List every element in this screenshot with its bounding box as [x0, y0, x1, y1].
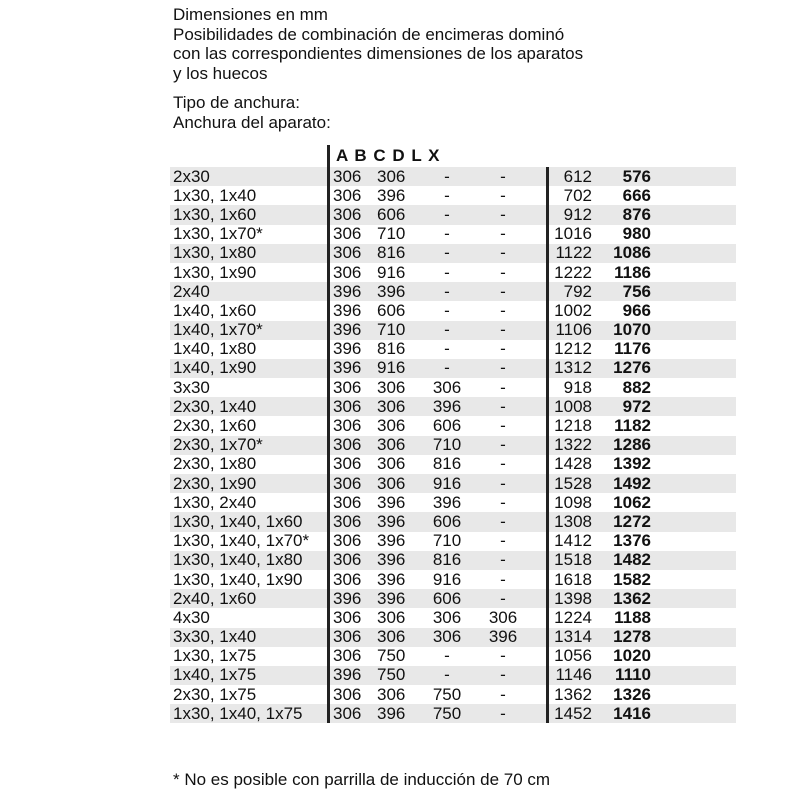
dimension-d-cell: -	[500, 358, 506, 378]
title-units: Dimensiones en mm	[173, 5, 328, 24]
width-type-label: Tipo de anchura:	[173, 93, 300, 112]
dimension-b-cell: 396	[377, 492, 406, 512]
width-type-cell: 1x30, 1x40, 1x90	[173, 569, 303, 589]
dimension-a-cell: 306	[333, 204, 362, 224]
table-row	[170, 186, 736, 205]
width-type-cell: 3x30	[173, 377, 210, 397]
width-type-cell: 2x30, 1x40	[173, 396, 257, 416]
dimension-a-cell: 306	[333, 243, 362, 263]
dimension-b-cell: 396	[377, 531, 406, 551]
table-row	[170, 512, 736, 531]
dimension-l-cell: 1618	[554, 569, 592, 589]
table-row	[170, 301, 736, 320]
dimension-x-cell: 876	[622, 204, 651, 224]
dimension-a-cell: 396	[333, 358, 362, 378]
dimension-c-cell: -	[444, 262, 450, 282]
dimension-c-cell: -	[444, 166, 450, 186]
dimension-c-cell: 396	[432, 492, 462, 512]
dimension-l-cell: 912	[563, 204, 592, 224]
dimension-b-cell: 750	[377, 646, 406, 666]
dimensions-table	[170, 145, 736, 723]
width-type-cell: 1x40, 1x60	[173, 300, 257, 320]
dimension-b-cell: 710	[377, 224, 406, 244]
dimension-x-cell: 1276	[613, 358, 651, 378]
width-type-cell: 1x30, 1x40, 1x80	[173, 550, 303, 570]
description-line-3: y los huecos	[173, 63, 268, 83]
table-row	[170, 378, 736, 397]
dimension-a-cell: 306	[333, 166, 362, 186]
dimension-d-cell: -	[500, 588, 506, 608]
dimension-c-cell: 750	[432, 703, 462, 723]
table-row	[170, 704, 736, 723]
dimension-d-cell: -	[500, 511, 506, 531]
dimension-l-cell: 1002	[554, 300, 592, 320]
dimension-c-cell: 396	[432, 396, 462, 416]
dimension-l-cell: 1398	[554, 588, 592, 608]
dimension-a-cell: 306	[333, 416, 362, 436]
dimension-l-cell: 1452	[554, 703, 592, 723]
dimension-x-cell: 1492	[613, 473, 651, 493]
dimension-a-cell: 396	[333, 300, 362, 320]
dimension-c-cell: 816	[432, 454, 462, 474]
width-type-cell: 1x40, 1x75	[173, 665, 257, 685]
dimension-d-cell: -	[500, 665, 506, 685]
dimension-a-cell: 306	[333, 185, 362, 205]
dimension-a-cell: 306	[333, 377, 362, 397]
dimension-d-cell: -	[500, 281, 506, 301]
width-type-cell: 1x30, 1x40, 1x60	[173, 511, 303, 531]
dimension-x-cell: 966	[622, 300, 651, 320]
dimension-a-cell: 306	[333, 569, 362, 589]
width-type-cell: 1x30, 1x90	[173, 262, 257, 282]
document-header	[173, 5, 583, 132]
dimension-a-cell: 306	[333, 646, 362, 666]
table-row	[170, 589, 736, 608]
dimension-a-cell: 306	[333, 435, 362, 455]
dimension-b-cell: 306	[377, 684, 406, 704]
dimension-x-cell: 666	[622, 185, 651, 205]
dimension-a-cell: 306	[333, 396, 362, 416]
dimension-a-cell: 306	[333, 550, 362, 570]
dimension-l-cell: 1322	[554, 435, 592, 455]
dimension-d-cell: -	[500, 473, 506, 493]
dimension-d-cell: -	[500, 646, 506, 666]
dimension-b-cell: 306	[377, 435, 406, 455]
dimension-x-cell: 1362	[613, 588, 651, 608]
dimension-l-cell: 1222	[554, 262, 592, 282]
dimension-b-cell: 396	[377, 550, 406, 570]
width-type-cell: 2x30	[173, 166, 210, 186]
dimension-c-cell: -	[444, 665, 450, 685]
dimension-b-cell: 396	[377, 185, 406, 205]
width-type-cell: 2x30, 1x90	[173, 473, 257, 493]
dimension-c-cell: -	[444, 204, 450, 224]
dimension-d-cell: -	[500, 435, 506, 455]
width-type-cell: 2x30, 1x75	[173, 684, 257, 704]
dimension-x-cell: 1278	[613, 627, 651, 647]
dimension-d-cell: -	[500, 703, 506, 723]
table-row	[170, 397, 736, 416]
width-type-cell: 1x30, 1x40, 1x75	[173, 703, 303, 723]
description-line-1: Posibilidades de combinación de encimeras dominó	[173, 24, 565, 44]
dimension-b-cell: 396	[377, 281, 406, 301]
dimension-b-cell: 306	[377, 607, 406, 627]
width-type-cell: 2x30, 1x80	[173, 454, 257, 474]
dimension-a-cell: 306	[333, 511, 362, 531]
table-row	[170, 532, 736, 551]
dimension-a-cell: 306	[333, 607, 362, 627]
table-row	[170, 474, 736, 493]
dimension-l-cell: 1528	[554, 473, 592, 493]
dimension-a-cell: 306	[333, 531, 362, 551]
dimension-a-cell: 306	[333, 454, 362, 474]
width-type-cell: 1x40, 1x70*	[173, 320, 263, 340]
dimension-x-cell: 1582	[613, 569, 651, 589]
dimension-l-cell: 1362	[554, 684, 592, 704]
dimension-x-cell: 1182	[614, 416, 651, 436]
table-row	[170, 359, 736, 378]
table-row	[170, 455, 736, 474]
dimension-l-cell: 1146	[555, 665, 592, 685]
dimension-b-cell: 606	[377, 300, 406, 320]
dimension-d-cell: -	[500, 492, 506, 512]
dimension-l-cell: 1518	[554, 550, 592, 570]
dimension-l-cell: 792	[563, 281, 592, 301]
width-type-cell: 2x30, 1x70*	[173, 435, 263, 455]
dimension-c-cell: -	[444, 646, 450, 666]
width-type-cell: 1x30, 1x75	[173, 646, 257, 666]
width-type-cell: 2x30, 1x60	[173, 416, 257, 436]
dimension-x-cell: 1272	[613, 511, 651, 531]
dimension-c-cell: 710	[432, 531, 462, 551]
dimension-d-cell: -	[500, 454, 506, 474]
dimension-b-cell: 816	[377, 339, 406, 359]
dimension-x-cell: 972	[622, 396, 651, 416]
dimension-b-cell: 306	[377, 166, 406, 186]
dimension-c-cell: 306	[432, 627, 462, 647]
description-line-2: con las correspondientes dimensiones de los aparatos	[173, 44, 584, 63]
dimension-c-cell: -	[444, 339, 450, 359]
dimension-l-cell: 1218	[554, 416, 592, 436]
dimension-l-cell: 1106	[555, 320, 592, 340]
dimension-d-cell: -	[500, 243, 506, 263]
dimension-c-cell: 750	[432, 684, 462, 704]
dimension-x-cell: 980	[622, 224, 651, 244]
table-row	[170, 436, 736, 455]
dimension-b-cell: 306	[377, 627, 406, 647]
dimension-b-cell: 396	[377, 588, 406, 608]
dimension-a-cell: 396	[333, 320, 362, 340]
width-type-cell: 1x30, 1x80	[173, 243, 257, 263]
table-row	[170, 608, 736, 627]
dimension-d-cell: -	[500, 224, 506, 244]
dimension-d-cell: -	[500, 339, 506, 359]
dimension-b-cell: 396	[377, 569, 406, 589]
table-row	[170, 493, 736, 512]
footnote: * No es posible con parrilla de inducción de 70 cm	[173, 770, 551, 789]
dimension-l-cell: 1314	[554, 627, 592, 647]
table-row	[170, 282, 736, 301]
dimension-b-cell: 816	[377, 243, 406, 263]
dimension-a-cell: 306	[333, 703, 362, 723]
dimension-a-cell: 306	[333, 684, 362, 704]
dimension-l-cell: 1428	[554, 454, 592, 474]
dimension-x-cell: 1376	[613, 531, 651, 551]
dimension-c-cell: 306	[432, 377, 462, 397]
table-row	[170, 551, 736, 570]
dimension-x-cell: 882	[622, 377, 651, 397]
dimension-l-cell: 702	[563, 185, 592, 205]
dimension-c-cell: 306	[432, 607, 462, 627]
dimension-l-cell: 612	[563, 166, 592, 186]
dimension-d-cell: -	[500, 320, 506, 340]
dimension-l-cell: 1008	[554, 396, 592, 416]
dimension-d-cell: -	[500, 204, 506, 224]
dimension-x-cell: 1286	[613, 435, 651, 455]
dimension-x-cell: 1110	[615, 665, 651, 685]
dimension-a-cell: 396	[333, 281, 362, 301]
dimension-d-cell: -	[500, 185, 506, 205]
dimension-b-cell: 306	[377, 377, 406, 397]
dimension-x-cell: 1482	[613, 550, 651, 570]
dimension-c-cell: -	[444, 224, 450, 244]
table-header-row	[170, 145, 736, 167]
dimension-c-cell: -	[444, 185, 450, 205]
dimension-x-cell: 1186	[614, 262, 651, 282]
dimension-c-cell: 710	[432, 435, 462, 455]
dimension-b-cell: 916	[377, 358, 406, 378]
dimension-l-cell: 1016	[554, 224, 592, 244]
dimension-a-cell: 306	[333, 224, 362, 244]
table-row	[170, 205, 736, 224]
dimension-b-cell: 750	[377, 665, 406, 685]
dimension-c-cell: 816	[432, 550, 462, 570]
dimension-l-cell: 1224	[554, 607, 592, 627]
dimension-c-cell: 916	[432, 569, 462, 589]
dimension-l-cell: 1056	[554, 646, 592, 666]
width-type-cell: 1x30, 2x40	[173, 492, 257, 512]
dimension-x-cell: 1326	[613, 684, 651, 704]
table-row	[170, 416, 736, 435]
dimension-d-cell: -	[500, 569, 506, 589]
dimension-x-cell: 1020	[613, 646, 651, 666]
dimension-l-cell: 1098	[554, 492, 592, 512]
dimension-x-cell: 1392	[613, 454, 651, 474]
dimension-d-cell: -	[500, 166, 506, 186]
dimension-c-cell: 606	[432, 511, 462, 531]
dimension-a-cell: 306	[333, 492, 362, 512]
dimension-d-cell: -	[500, 396, 506, 416]
dimension-d-cell: -	[500, 531, 506, 551]
dimension-c-cell: -	[444, 320, 450, 340]
dimension-x-cell: 1416	[613, 703, 651, 723]
dimension-l-cell: 1412	[554, 531, 592, 551]
dimension-b-cell: 306	[377, 396, 406, 416]
dimension-l-cell: 918	[563, 377, 592, 397]
dimension-b-cell: 916	[377, 262, 406, 282]
table-row	[170, 685, 736, 704]
dimension-b-cell: 396	[377, 511, 406, 531]
dimension-a-cell: 396	[333, 588, 362, 608]
table-row	[170, 167, 736, 186]
dimension-x-cell: 1070	[613, 320, 651, 340]
dimension-d-cell: -	[500, 684, 506, 704]
dimension-x-cell: 1176	[614, 339, 651, 359]
dimension-d-cell: 306	[488, 607, 518, 627]
table-row	[170, 666, 736, 685]
dimension-b-cell: 396	[377, 703, 406, 723]
dimension-x-cell: 756	[622, 281, 651, 301]
dimension-d-cell: 396	[488, 627, 518, 647]
width-type-cell: 2x40	[173, 281, 210, 301]
dimension-d-cell: -	[500, 300, 506, 320]
table-row	[170, 225, 736, 244]
dimension-a-cell: 306	[333, 473, 362, 493]
dimension-a-cell: 396	[333, 339, 362, 359]
table-row	[170, 647, 736, 666]
dimension-c-cell: 916	[432, 473, 462, 493]
dimension-c-cell: -	[444, 281, 450, 301]
dimension-x-cell: 576	[622, 166, 651, 186]
dimension-c-cell: 606	[432, 588, 462, 608]
dimension-c-cell: -	[444, 243, 450, 263]
dimension-a-cell: 306	[333, 627, 362, 647]
column-letters-header: A B C D L X	[336, 146, 441, 165]
dimension-b-cell: 306	[377, 416, 406, 436]
dimension-l-cell: 1312	[554, 358, 592, 378]
dimension-c-cell: 606	[432, 416, 462, 436]
width-type-cell: 1x30, 1x40	[173, 185, 257, 205]
dimension-b-cell: 306	[377, 473, 406, 493]
width-type-cell: 4x30	[173, 607, 210, 627]
dimension-l-cell: 1212	[554, 339, 592, 359]
dimension-c-cell: -	[444, 358, 450, 378]
width-type-cell: 3x30, 1x40	[173, 627, 257, 647]
dimension-d-cell: -	[500, 262, 506, 282]
dimension-b-cell: 306	[377, 454, 406, 474]
table-row	[170, 628, 736, 647]
dimension-a-cell: 306	[333, 262, 362, 282]
width-type-cell: 1x30, 1x40, 1x70*	[173, 531, 310, 551]
width-type-cell: 2x40, 1x60	[173, 588, 257, 608]
width-type-cell: 1x30, 1x60	[173, 204, 257, 224]
width-type-cell: 1x40, 1x90	[173, 358, 257, 378]
dimension-l-cell: 1308	[554, 511, 592, 531]
width-type-cell: 1x40, 1x80	[173, 339, 257, 359]
dimension-d-cell: -	[500, 416, 506, 436]
dimension-c-cell: -	[444, 300, 450, 320]
appliance-width-label: Anchura del aparato:	[173, 112, 331, 132]
dimension-l-cell: 1122	[555, 243, 592, 263]
width-type-cell: 1x30, 1x70*	[173, 224, 263, 244]
table-row	[170, 244, 736, 263]
dimension-a-cell: 396	[333, 665, 362, 685]
table-row	[170, 263, 736, 282]
dimension-x-cell: 1062	[613, 492, 651, 512]
dimension-b-cell: 606	[377, 204, 406, 224]
table-row	[170, 570, 736, 589]
table-row	[170, 321, 736, 340]
dimension-d-cell: -	[500, 550, 506, 570]
dimension-x-cell: 1086	[613, 243, 651, 263]
dimension-x-cell: 1188	[614, 607, 651, 627]
table-row	[170, 340, 736, 359]
dimension-b-cell: 710	[377, 320, 406, 340]
dimension-d-cell: -	[500, 377, 506, 397]
